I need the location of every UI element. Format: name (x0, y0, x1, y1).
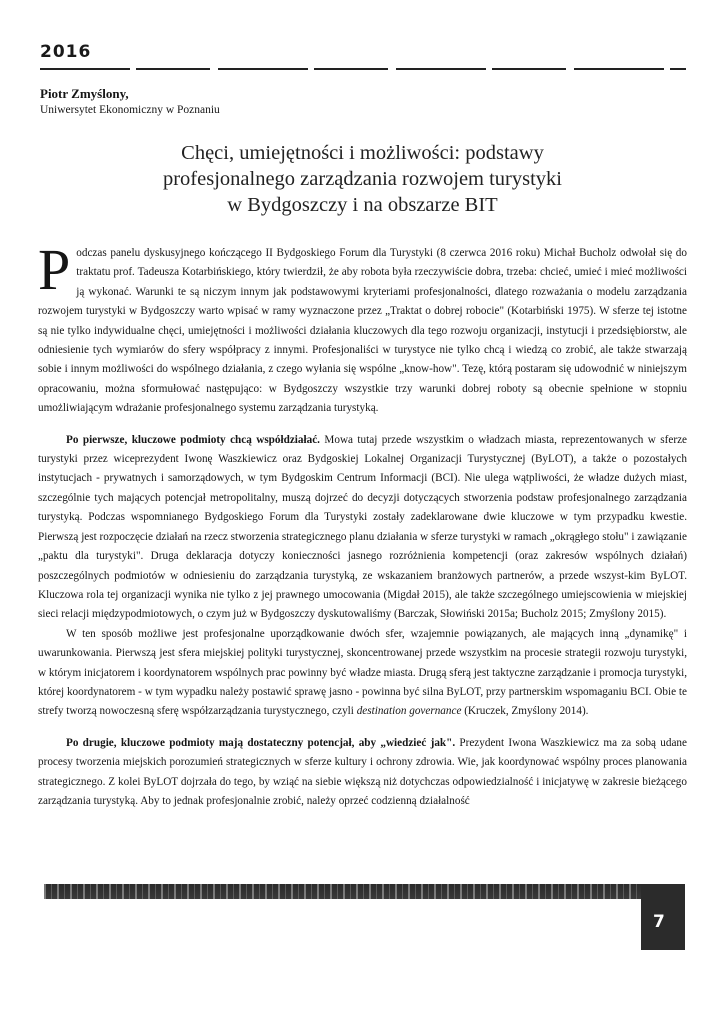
drop-cap: P (38, 237, 71, 302)
paragraph-3 (38, 625, 687, 722)
paragraph-2-lead: Po pierwsze, kluczowe podmioty chcą współdziałać. (66, 433, 320, 446)
author-affiliation: Uniwersytet Ekonomiczny w Poznaniu (40, 104, 220, 116)
paragraph-4 (38, 734, 687, 812)
paragraph-4-lead: Po drugie, kluczowe podmioty mają dostateczny potencjał, aby „wiedzieć jak". (66, 736, 456, 749)
footer-bar (44, 884, 641, 899)
title-line-2: profesjonalnego zarządzania rozwojem turystyki (162, 168, 563, 190)
title-line-3: w Bydgoszczy i na obszarze BIT (227, 194, 498, 216)
header-rule (40, 68, 686, 70)
article-body (38, 237, 688, 811)
paragraph-2 (38, 431, 687, 625)
paragraph-1 (38, 237, 687, 419)
title-line-1: Chęci, umiejętności i możliwości: podstawy (181, 142, 544, 164)
paragraph-3-italic: destination governance (356, 705, 462, 718)
paragraph-2-text: Mowa tutaj przede wszystkim o władzach miasta, reprezentowanych w sferze turystyki przez wiceprezydent Iwonę Waszkiewicz oraz Bydgoskiej Lokalnej Organizacji Turystycznej (ByLOT), a także o pozostałych instytucjach - prywatnych i samorządowych, w tym Bydgoskim Centrum Informacji (BCI). Nie ulega wątpliwości, że władze dużych miast, szczególnie tych mających potencjał metropolitalny, muszą dojrzeć do decyzji dotyczących stworzenia podstaw profesjonalnego zarządzania turystyką. Podczas wspomnianego Bydgoskiego Forum dla Turystyki zostały zadeklarowane dwie kluczowe w tym przypadku kwestie. Pierwszą jest rozpoczęcie działań na rzecz stworzenia strategicznego planu działania w sferze turystyki w ramach „okrągłego stołu" i zawiązanie „paktu dla turystyki". Druga deklaracja dotyczy konieczności jasnego rozróżnienia kompetencji (oraz zakresów wspólnych działań) poszczególnych podmiotów w odniesieniu do zarządzania turystyką, ze wskazaniem branżowych partnerów, a przede wszyst-kim ByLOT. Kluczowa rola tej organizacji wynika nie tylko z jej prawnego umocowania (Migdał 2015), ale także szczególnego umiejscowienia w miejskiej sieci relacji międzypodmiotowych, o czym już w Bydgoszczy dyskutowaliśmy (Barczak, Słowiński 2015a; Bucholz 2015; Zmyślony 2015). (38, 433, 688, 621)
paragraph-1-text: odczas panelu dyskusyjnego kończącego II Bydgoskiego Forum dla Turystyki (8 czerwca 2016 roku) Michał Bucholz odwołał się do traktatu prof. Tadeusza Kotarbińskiego, który twierdził, że aby robota była rzeczywiście dobra, trzeba: chcieć, umieć i mieć możliwości ją wykonać. Warunki te są niczym innym jak podstawowymi kryteriami profesjonalności, dlatego rozważania o modelu zarządzania rozwojem turystyki w Bydgoszczy warto wpisać w ramy wyznaczone przez „Traktat o dobrej robocie" (Kotarbiński 1975). W sferze tej istotne są nie tylko indywidualne chęci, umiejętności i możliwości działania kluczowych dla tego rozwoju organizacji, instytucji i przedsiębiorstw, ale odniesienie tych wymiarów do sfery współpracy z innymi. Profesjonaliści w turystyce nie tylko chcą i wiedzą co zrobić, ale także stwarzają sobie i innym możliwości do wspólnego działania, z czego wyłania się wspólne „know-how". Tezę, którą postaram się udowodnić w niniejszym opracowaniu, można sformułować następująco: w Bydgoszczy wszystkie trzy warunki dobrej roboty są obecnie spełnione w stopniu umożliwiającym wdrażanie profesjonalnego systemu zarządzania turystyką. (38, 247, 687, 415)
author-name: Piotr Zmyślony, (40, 86, 129, 101)
article-title (60, 140, 665, 218)
paragraph-4-text: Prezydent Iwona Waszkiewicz ma za sobą udane procesy tworzenia miejskich porozumień strategicznych w sferze kultury i ochrony zdrowia. Wie, jak koordynować wspólny proces planowania strategicznego. Z kolei ByLOT dojrzała do tego, by wziąć na siebie większą niż dotychczas odpowiedzialność i inicjatywę w zakresie bieżącego zarządzania turystyką. Aby to jednak profesjonalnie zrobić, należy oprzeć codzienną działalność (38, 736, 687, 807)
header-year: 2016 (40, 42, 92, 62)
paragraph-3-text: W ten sposób możliwe jest profesjonalne uporządkowanie dwóch sfer, wzajemnie powiązanych, ale mających inną „dynamikę" i uwarunkowania. Pierwszą jest sfera miejskiej polityki turystycznej, skoncentrowanej przede wszystkim na procesie strategii rozwoju turystyki, w którym inicjatorem i koordynatorem wspólnych prac powinny być władze miasta. Drugą sferą jest taktyczne zarządzanie i promocja turystyki, której koordynatorem - w tym wypadku należy postawić sprawę jasno - powinna być silna ByLOT, przy partnerskim wspomaganiu BCI. Obie te strefy tworzą nowoczesną sferę współzarządzania turystycznego, czyli (38, 627, 687, 718)
page-number: 7 (653, 912, 665, 932)
paragraph-3-text-end: (Kruczek, Zmyślony 2014). (461, 705, 589, 718)
